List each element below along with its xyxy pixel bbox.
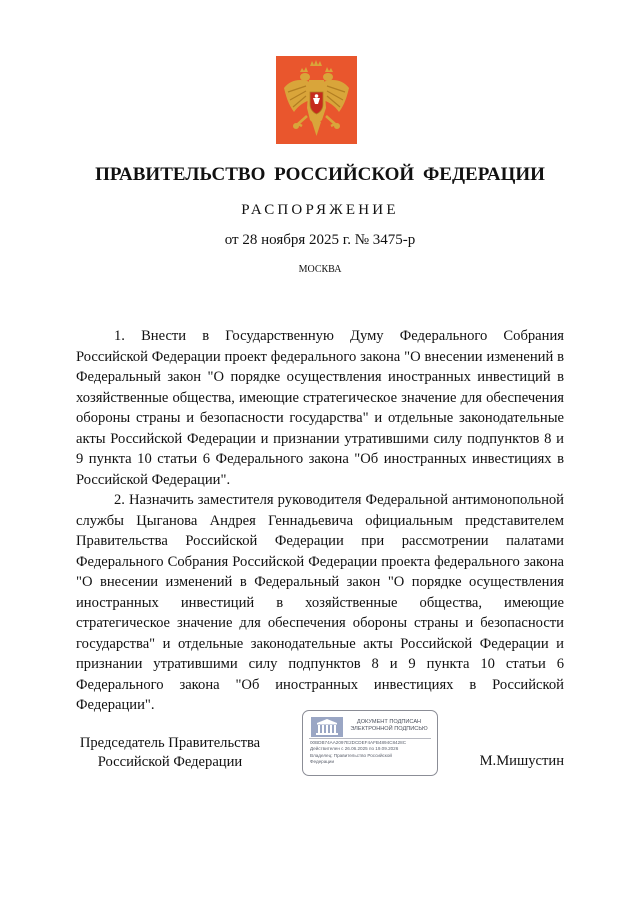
electronic-signature-stamp bbox=[302, 710, 438, 776]
stamp-divider bbox=[309, 738, 431, 739]
signer-position-line-2: Российской Федерации bbox=[97, 754, 243, 770]
stamp-details bbox=[310, 740, 434, 766]
stamp-owner-line-1: Владелец: Правительство Российской bbox=[310, 752, 392, 758]
government-title: ПРАВИТЕЛЬСТВО РОССИЙСКОЙ ФЕДЕРАЦИИ bbox=[95, 164, 545, 185]
order-item-1: 1. Внести в Государственную Думу Федерального Собрания Российской Федерации проект федерального закона "О внесении изменений в Федеральный закон "О порядке осуществления иностранных инвестиций в хозяйственные общества, имеющие стратегическое значение для обеспечения обороны страны и безопасности государства" и отдельные законодательные акты Российской Федерации и признании утратившими силу подпунктов 8 и 9 пункта 10 статьи 6 Федерального закона "Об иностранных инвестициях в Российской Федерации". bbox=[76, 328, 564, 488]
government-building-icon bbox=[311, 717, 343, 737]
stamp-title-line-2: ЭЛЕКТРОННОЙ ПОДПИСЬЮ bbox=[350, 726, 428, 732]
stamp-title-line-1: ДОКУМЕНТ ПОДПИСАН bbox=[356, 719, 422, 725]
date-and-number: от 28 ноября 2025 г. № 3475-р bbox=[224, 232, 416, 248]
stamp-certificate: 00BDB74AA2097E2DCDEF4AFB4894C8428C bbox=[310, 740, 407, 745]
order-body bbox=[76, 326, 564, 716]
russian-coat-of-arms-icon bbox=[276, 56, 357, 144]
order-item-2: 2. Назначить заместителя руководителя Федеральной антимонопольной службы Цыганова Андрея Геннадьевича официальным представителем Правительства Российской Федерации при рассмотрении палатами Федерального Собрания Российской Федерации проекта федерального закона "О внесении изменений в Федеральный закон "О порядке осуществления иностранных инвестиций в хозяйственные общества, имеющие стратегическое значение для обеспечения обороны страны и безопасности государства" и отдельные законодательные акты Российской Федерации и признании утратившими силу подпунктов 8 и 9 пункта 10 статьи 6 Федерального закона "Об иностранных инвестициях в Российской Федерации". bbox=[76, 492, 564, 713]
stamp-owner-line-2: Федерации bbox=[310, 759, 335, 765]
signer-name: М.Мишустин bbox=[479, 753, 564, 769]
document-type: РАСПОРЯЖЕНИЕ bbox=[241, 202, 399, 218]
stamp-title bbox=[345, 719, 433, 733]
stamp-validity: Действителен с 26.06.2025 по 19.09.2026 bbox=[310, 746, 399, 752]
signer-position-line-1: Председатель Правительства bbox=[79, 735, 261, 751]
city: МОСКВА bbox=[298, 264, 342, 275]
signer-position bbox=[70, 734, 270, 772]
